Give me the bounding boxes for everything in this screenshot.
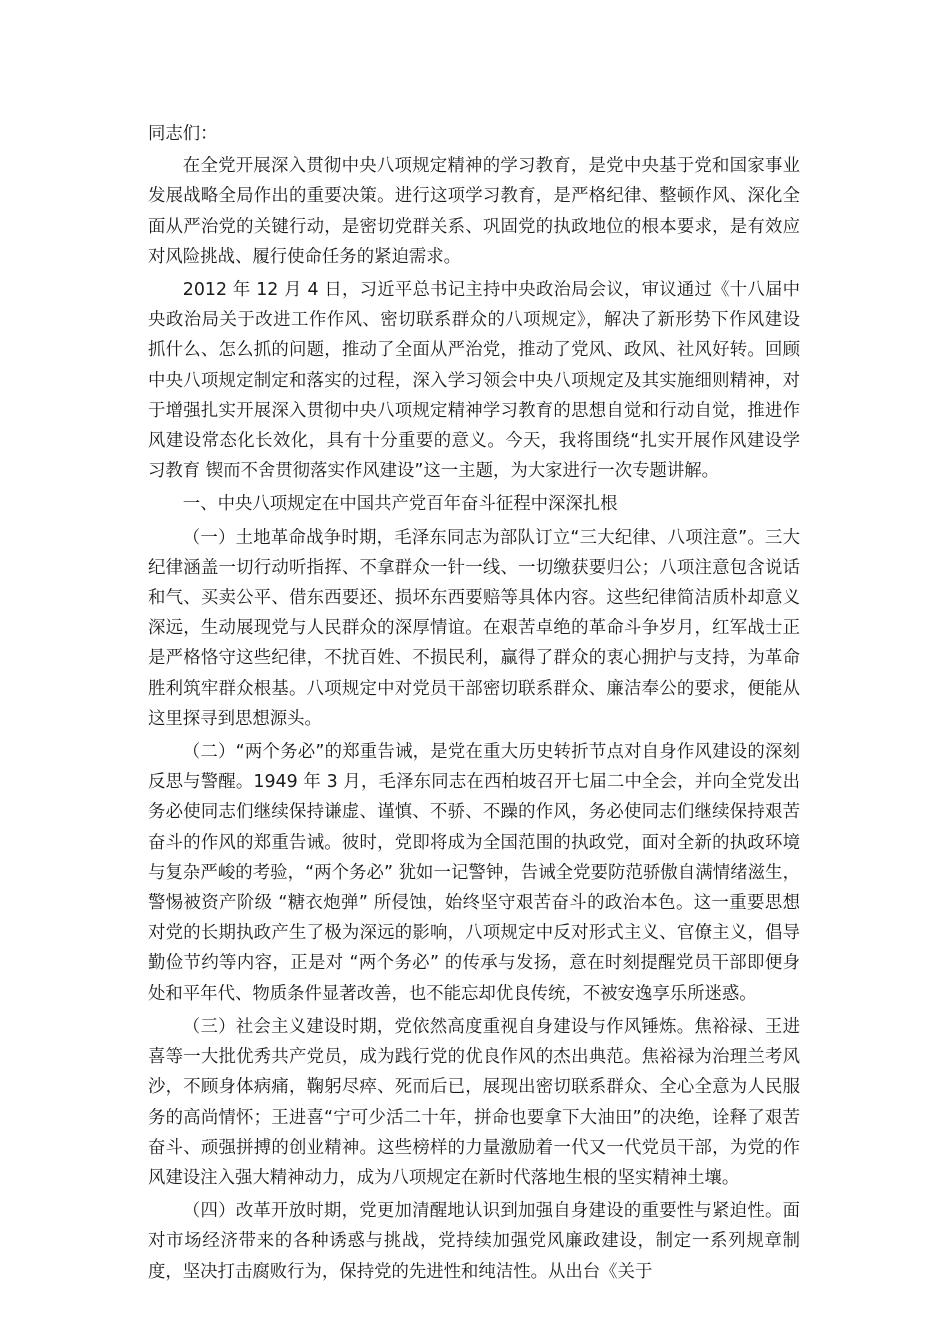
paragraph-background: 2012 年 12 月 4 日，习近平总书记主持中央政治局会议，审议通过《十八届中央政治局关于改进工作作风、密切联系群众的八项规定》，解决了新形势下作风建设抓什么、怎么抓的问题，推动了全面从严治党，推动了党风、政风、社风好转。回顾中央八项规定制定和落实的过程，深入学习领会中央八项规定及其实施细则精神，对于增强扎实开展深入贯彻中央八项规定精神学习教育的思想自觉和行动自觉，推进作风建设常态化长效化，具有十分重要的意义。今天，我将围绕“扎实开展作风建设学习教育 锲而不舍贯彻落实作风建设”这一主题，为大家进行一次专题讲解。 xyxy=(148,280,800,482)
paragraph-section-1-2: （二）“两个务必”的郑重告诫，是党在重大历史转折节点对自身作风建设的深刻反思与警醒。1949 年 3 月，毛泽东同志在西柏坡召开七届二中全会，并向全党发出务必使同志们继续保持谦虚、谨慎、不骄、不躁的作风，务必使同志们继续保持艰苦奋斗的作风的郑重告诫。彼时，党即将成为全国范围的执政党，面对全新的执政环境与复杂严峻的考验，“两个务必” 犹如一记警钟，告诫全党要防范骄傲自满情绪滋生，警惕被资产阶级 “糖衣炮弹” 所侵蚀，始终坚守艰苦奋斗的政治本色。这一重要思想对党的长期执政产生了极为深远的影响，八项规定中反对形式主义、官僚主义，倡导勤俭节约等内容，正是对 “两个务必” 的传承与发扬，意在时刻提醒党员干部即便身处和平年代、物质条件显著改善，也不能忘却优良传统，不被安逸享乐所迷惑。 xyxy=(148,742,800,1004)
salutation: 同志们： xyxy=(148,124,218,144)
document-body xyxy=(148,119,800,1287)
paragraph-section-1-4: （四）改革开放时期，党更加清醒地认识到加强自身建设的重要性与紧迫性。面对市场经济带来的各种诱惑与挑战，党持续加强党风廉政建设，制定一系列规章制度，坚决打击腐败行为，保持党的先进性和纯洁性。从出台《关于 xyxy=(148,1201,800,1282)
paragraph-intro: 在全党开展深入贯彻中央八项规定精神的学习教育，是党中央基于党和国家事业发展战略全局作出的重要决策。进行这项学习教育，是严格纪律、整顿作风、深化全面从严治党的关键行动，是密切党群关系、巩固党的执政地位的根本要求，是有效应对风险挑战、履行使命任务的紧迫需求。 xyxy=(148,156,800,267)
paragraph-section-1-1: （一）土地革命战争时期，毛泽东同志为部队订立“三大纪律、八项注意”。三大纪律涵盖一切行动听指挥、不拿群众一针一线、一切缴获要归公；八项注意包含说话和气、买卖公平、借东西要还、损坏东西要赔等具体内容。这些纪律简洁质朴却意义深远，生动展现党与人民群众的深厚情谊。在艰苦卓绝的革命斗争岁月，红军战士正是严格恪守这些纪律，不扰百姓、不损民利，赢得了群众的衷心拥护与支持，为革命胜利筑牢群众根基。八项规定中对党员干部密切联系群众、廉洁奉公的要求，便能从这里探寻到思想源头。 xyxy=(148,527,800,729)
section-heading-1: 一、中央八项规定在中国共产党百年奋斗征程中深深扎根 xyxy=(182,494,618,515)
paragraph-section-1-3: （三）社会主义建设时期，党依然高度重视自身建设与作风锤炼。焦裕禄、王进喜等一大批优秀共产党员，成为践行党的优良作风的杰出典范。焦裕禄为治理兰考风沙，不顾身体病痛，鞠躬尽瘁、死而后已，展现出密切联系群众、全心全意为人民服务的高尚情怀；王进喜“宁可少活二十年，拼命也要拿下大油田”的决绝，诠释了艰苦奋斗、顽强拼搏的创业精神。这些榜样的力量激励着一代又一代党员干部，为党的作风建设注入强大精神动力，成为八项规定在新时代落地生根的坚实精神土壤。 xyxy=(148,1016,800,1188)
